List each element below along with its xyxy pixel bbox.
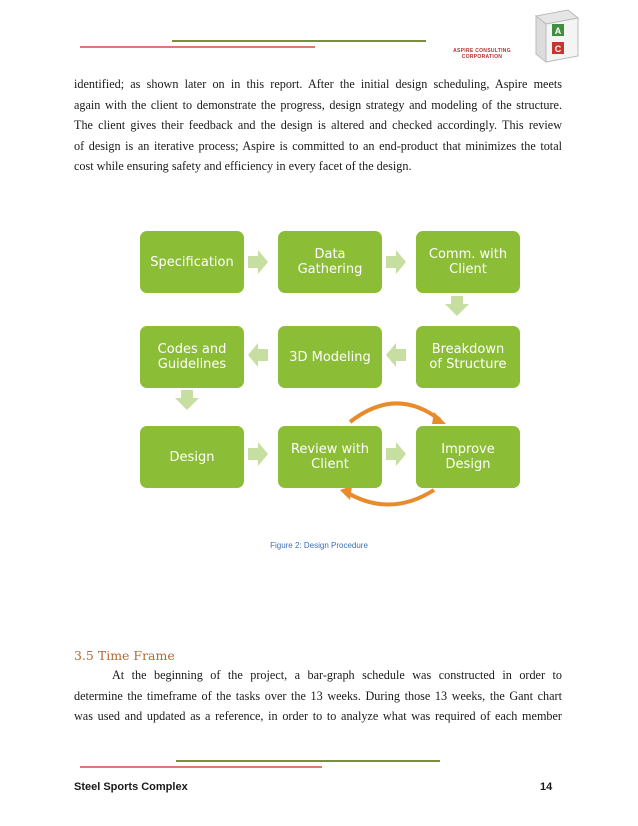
paragraph-line: of design is an iterative process; Aspire is committed to an end-product that minimizes the total <box>74 138 562 153</box>
paragraph-line: again with the client to demonstrate the progress, design strategy and modeling of the structure. <box>74 97 562 112</box>
paragraph-line: cost while ensuring safety and efficiency in every facet of the design. <box>74 159 412 173</box>
loop-arrow-bottom-icon <box>346 490 434 505</box>
step-breakdown-structure: Breakdown of Structure <box>416 326 520 388</box>
logo-line2: CORPORATION <box>461 54 503 60</box>
footer-red-line <box>80 766 322 768</box>
logo-letter-a: A <box>554 26 562 36</box>
paragraph-line: The client gives their feedback and the design is altered and checked accordingly. This review <box>74 118 562 132</box>
loop-arrowhead-icon <box>432 412 446 424</box>
paragraph-line: At the beginning of the project, a bar-graph schedule was constructed in order to <box>112 668 562 682</box>
arrow-down-icon <box>445 296 469 316</box>
section-heading: 3.5 Time Frame <box>74 648 175 663</box>
loop-arrow-top-icon <box>350 403 440 422</box>
logo-letter-c: C <box>554 44 562 54</box>
step-review-with-client: Review with Client <box>278 426 382 488</box>
loop-arrowhead-icon <box>340 486 352 500</box>
arrow-left-icon <box>386 343 406 367</box>
section-paragraph <box>74 665 562 727</box>
step-improve-design: Improve Design <box>416 426 520 488</box>
figure-caption: Figure 2: Design Procedure <box>270 541 368 550</box>
logo-text <box>432 48 532 60</box>
header-green-line <box>172 40 426 42</box>
arrow-down-icon <box>175 390 199 410</box>
page-number: 14 <box>540 781 553 793</box>
logo-line1: ASPIRE CONSULTING <box>453 48 511 54</box>
arrow-left-icon <box>248 343 268 367</box>
footer-green-line <box>176 760 440 762</box>
paragraph-line: determine the timeframe of the tasks over the 13 weeks. During those 13 weeks, the Gant chart <box>74 688 562 703</box>
step-codes-guidelines: Codes and Guidelines <box>140 326 244 388</box>
arrow-right-icon <box>248 250 268 274</box>
arrow-right-icon <box>248 442 268 466</box>
paragraph-line: identified; as shown later on in this report. After the initial design scheduling, Aspire meets <box>74 77 562 91</box>
footer-title: Steel Sports Complex <box>74 781 188 793</box>
intro-paragraph <box>74 74 562 177</box>
header-red-line <box>80 46 315 48</box>
paragraph-line: was used and updated as a reference, in order to to analyze what was required of each member <box>74 709 562 723</box>
arrow-right-icon <box>386 250 406 274</box>
design-procedure-diagram <box>128 216 518 516</box>
step-design: Design <box>140 426 244 488</box>
company-logo <box>432 8 582 70</box>
step-3d-modeling: 3D Modeling <box>278 326 382 388</box>
step-specification: Specification <box>140 231 244 293</box>
arrow-right-icon <box>386 442 406 466</box>
step-comm-with-client: Comm. with Client <box>416 231 520 293</box>
step-data-gathering: Data Gathering <box>278 231 382 293</box>
